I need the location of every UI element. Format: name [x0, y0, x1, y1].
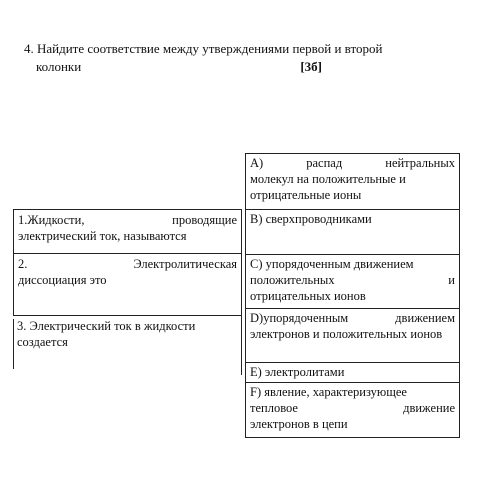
left-cell-3-line1: 3. Электрический ток в жидкости [17, 319, 196, 333]
right-cell-d [246, 308, 459, 362]
right-cell-f-word1: тепловое [250, 401, 298, 415]
left-cell-2-word2: Электролитическая [133, 257, 237, 271]
left-cell-1 [13, 209, 242, 253]
question-line2 [24, 58, 472, 76]
question-text-line2: колонки [36, 59, 82, 74]
right-cell-f-line1: F) явление, характеризующее [250, 385, 407, 399]
right-cell-b [246, 209, 459, 254]
left-cell-2-rest: диссоциация это [18, 273, 107, 287]
right-cell-a-rest: молекул на положительные и отрицательные ионы [250, 172, 406, 202]
left-cell-2-word1: 2. [18, 257, 28, 271]
right-cell-f-rest: электронов в цепи [250, 417, 348, 431]
right-cell-c-line1: С) упорядоченным движением [250, 257, 414, 271]
left-cell-1-word2: проводящие [172, 213, 237, 227]
right-cell-d-text: D)упорядоченным движением электронов и положительных ионов [250, 311, 455, 341]
left-cell-1-line1 [18, 212, 237, 228]
question-text-line1: 4. Найдите соответствие между утверждениями первой и второй [24, 41, 383, 56]
right-cell-e [246, 362, 459, 382]
right-cell-b-text: В) сверхпроводниками [250, 212, 372, 226]
left-cell-2-line1 [18, 256, 237, 272]
left-border-stub [13, 319, 14, 369]
right-cell-a-word2: распад [306, 156, 343, 170]
right-cell-e-text: Е) электролитами [250, 365, 345, 379]
right-cell-f-word2: движение [403, 401, 455, 415]
left-cell-3 [13, 315, 242, 375]
right-cell-c-line2 [250, 272, 455, 288]
question-block [24, 40, 472, 76]
right-cell-a [246, 154, 459, 209]
right-cell-a-line1 [250, 155, 455, 171]
left-cell-1-rest: электрический ток, называются [18, 229, 187, 243]
right-cell-a-word3: нейтральных [385, 156, 455, 170]
matching-table [13, 153, 461, 458]
right-cell-c-rest: отрицательных ионов [250, 289, 366, 303]
left-cell-3-rest: создается [17, 335, 68, 349]
left-column [13, 209, 242, 375]
left-cell-1-word1: 1.Жидкости, [18, 213, 85, 227]
right-cell-c-word1: положительных [250, 273, 335, 287]
right-cell-c [246, 254, 459, 308]
right-cell-c-word2: и [448, 273, 455, 287]
left-cell-2 [13, 253, 242, 315]
right-cell-f-line2 [250, 400, 455, 416]
right-cell-a-word1: А) [250, 156, 264, 170]
right-cell-f [246, 382, 459, 437]
right-column [245, 153, 460, 438]
question-points: [3б] [300, 59, 322, 74]
